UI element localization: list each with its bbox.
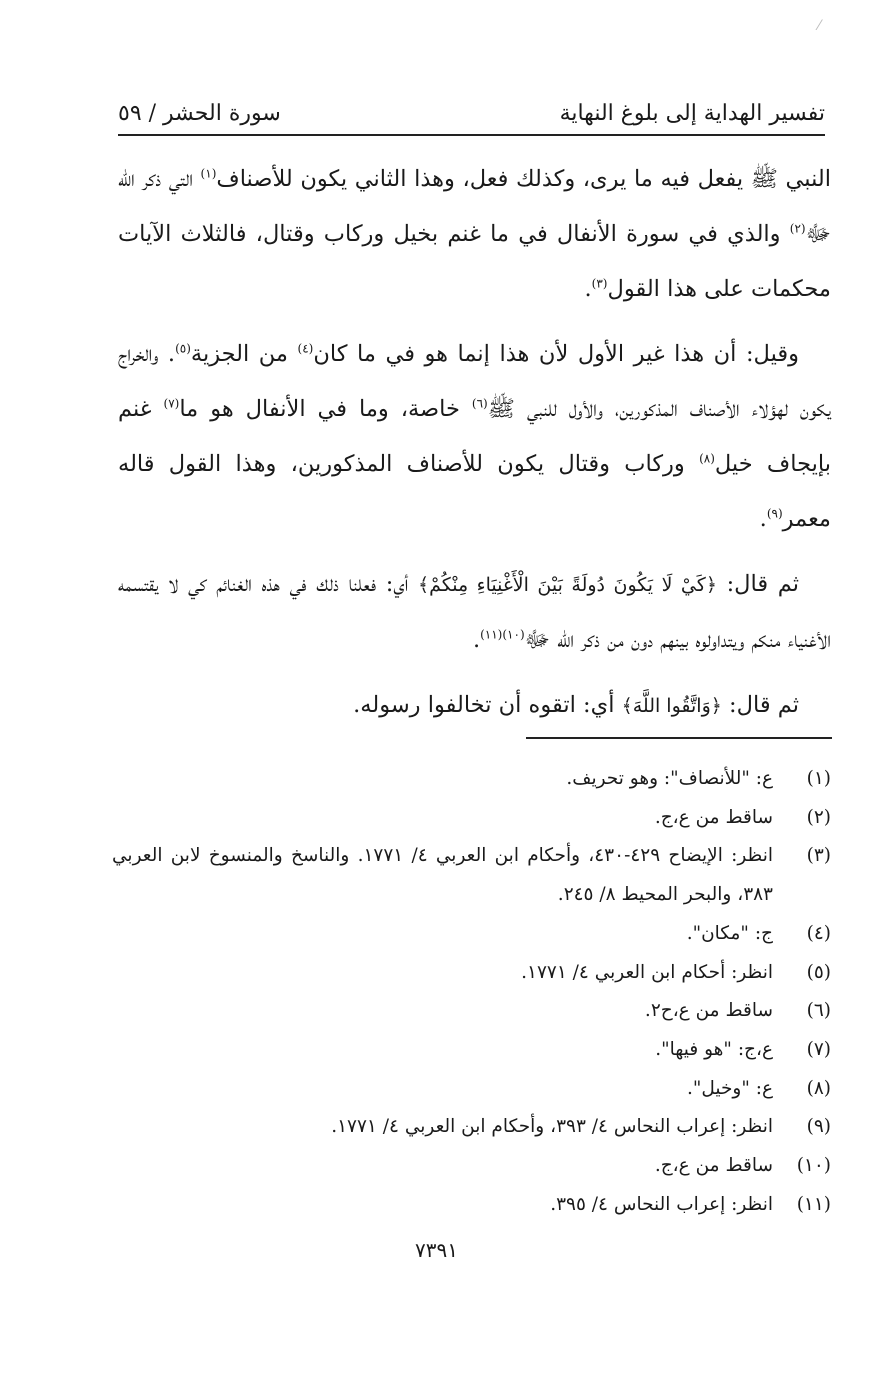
- footnote-ref[interactable]: (٧): [163, 396, 180, 411]
- text-run: . والخراج يكون لهؤلاء الأصناف المذكورين، والأول للنبي ﷺ: [118, 341, 832, 422]
- text-run: .: [472, 627, 481, 653]
- footnote-item: [112, 1031, 831, 1070]
- footnote-number: (١): [806, 768, 831, 789]
- paragraph-1: [118, 152, 831, 317]
- text-run: أي: اتقوه أن تخالفوا رسوله.: [353, 692, 622, 718]
- footnote-text: ساقط من ع،ج.: [654, 806, 773, 828]
- footnote-text: انظر: أحكام ابن العربي ٤/ ١٧٧١.: [521, 961, 773, 983]
- footnote-item: [112, 837, 831, 914]
- footnote-ref[interactable]: (١٠)(١١): [480, 627, 525, 642]
- paragraph-4: [118, 678, 831, 734]
- footnote-item: [112, 1070, 831, 1109]
- footnote-ref[interactable]: (١): [200, 166, 217, 181]
- footnote-number: (٢): [806, 806, 831, 828]
- footnote-text: انظر: إعراب النحاس ٤/ ٣٩٣، وأحكام ابن العربي ٤/ ١٧٧١.: [331, 1116, 773, 1138]
- quran-verse: ﴿كَيْ لَا يَكُونَ دُولَةً بَيْنَ الْأَغْنِيَاءِ مِنْكُمْ﴾: [417, 574, 717, 596]
- footnote-number: (١١): [796, 1193, 831, 1215]
- scan-tick-mark: ⁄: [818, 18, 821, 34]
- footnote-item: [112, 1108, 831, 1147]
- footnote-item: [112, 1147, 831, 1186]
- page-number: ٧٣٩١: [415, 1238, 458, 1262]
- text-run: .: [584, 276, 592, 302]
- footnote-ref[interactable]: (٥): [175, 341, 191, 356]
- book-title: تفسير الهداية إلى بلوغ النهاية: [559, 100, 825, 126]
- footnote-number: (٦): [806, 1000, 831, 1022]
- text-run: وقيل: أن هذا غير الأول لأن هذا إنما هو في ما كان: [313, 341, 799, 367]
- text-run: ثم قال:: [716, 571, 799, 597]
- footnote-text: ج: "مكان".: [686, 922, 773, 944]
- text-run: وركاب وقتال يكون للأصناف المذكورين، وهذا القول قاله معمر: [118, 451, 831, 532]
- footnote-number: (٣): [806, 845, 831, 867]
- text-run: التي ذكر الله ﷻ: [118, 166, 831, 247]
- footnote-item: [112, 915, 831, 954]
- footnote-text: ع: "وخيل".: [686, 1077, 773, 1099]
- text-run: خاصة، وما في الأنفال هو ما: [179, 396, 472, 422]
- footnote-text: ساقط من ع،ج.: [654, 1155, 773, 1177]
- footnote-number: (٧): [806, 1038, 831, 1060]
- footnote-text: ساقط من ع،ح٢.: [644, 1000, 773, 1022]
- surah-page-label: سورة الحشر / ٥٩: [118, 100, 281, 126]
- footnote-text: انظر: إعراب النحاس ٤/ ٣٩٥.: [550, 1193, 773, 1215]
- footnote-item: [112, 954, 831, 993]
- footnote-ref[interactable]: (٢): [789, 221, 806, 236]
- running-header: [118, 92, 825, 136]
- footnote-text: انظر: الإيضاح ٤٢٩-٤٣٠، وأحكام ابن العربي ٤/ ١٧٧١. والناسخ والمنسوخ لابن العربي ٣٨٣، والبحر المحيط ٨/ ٢٤٥.: [112, 845, 773, 906]
- footnotes: [112, 760, 831, 1224]
- text-run: النبي ﷺ يفعل فيه ما يرى، وكذلك فعل، وهذا الثاني يكون للأصناف: [216, 166, 831, 192]
- text-run: أي: فعلنا ذلك في هذه الغنائم كي لا يقتسمه الأغنياء منكم ويتداولوه بينهم دون من ذكر الله ﷻ: [118, 571, 831, 653]
- footnote-number: (٤): [806, 922, 831, 944]
- text-run: .: [759, 506, 767, 532]
- text-run: ثم قال:: [721, 692, 799, 718]
- footnote-separator: [526, 737, 832, 739]
- footnote-ref[interactable]: (٦): [471, 396, 488, 411]
- footnote-item: [112, 799, 831, 838]
- main-text: [118, 152, 831, 744]
- text-run: والذي في سورة الأنفال في ما غنم بخيل وركاب وقتال، فالثلاث الآيات محكمات على هذا القول: [118, 221, 831, 302]
- footnote-text: ع: "للأنصاف": وهو تحريف.: [566, 768, 773, 789]
- footnote-item: [112, 992, 831, 1031]
- footnote-ref[interactable]: (٩): [766, 506, 783, 521]
- footnote-text: ع،ج: "هو فيها".: [655, 1038, 773, 1060]
- footnote-ref[interactable]: (٨): [699, 451, 715, 466]
- footnote-number: (٨): [806, 1077, 831, 1099]
- paragraph-3: [118, 557, 831, 668]
- footnote-number: (٩): [806, 1116, 831, 1138]
- text-run: من الجزية: [190, 341, 298, 367]
- footnote-item: [112, 760, 831, 799]
- footnote-number: (٥): [806, 961, 831, 983]
- quran-verse: ﴿وَاتَّقُوا اللَّهَ﴾: [621, 695, 722, 717]
- text-run: غنم بإيجاف خيل: [118, 396, 831, 477]
- footnote-item: [112, 1186, 831, 1225]
- footnote-ref[interactable]: (٣): [591, 276, 608, 291]
- paragraph-2: [118, 327, 831, 547]
- footnote-ref[interactable]: (٤): [297, 341, 314, 356]
- footnote-number: (١٠): [796, 1155, 831, 1177]
